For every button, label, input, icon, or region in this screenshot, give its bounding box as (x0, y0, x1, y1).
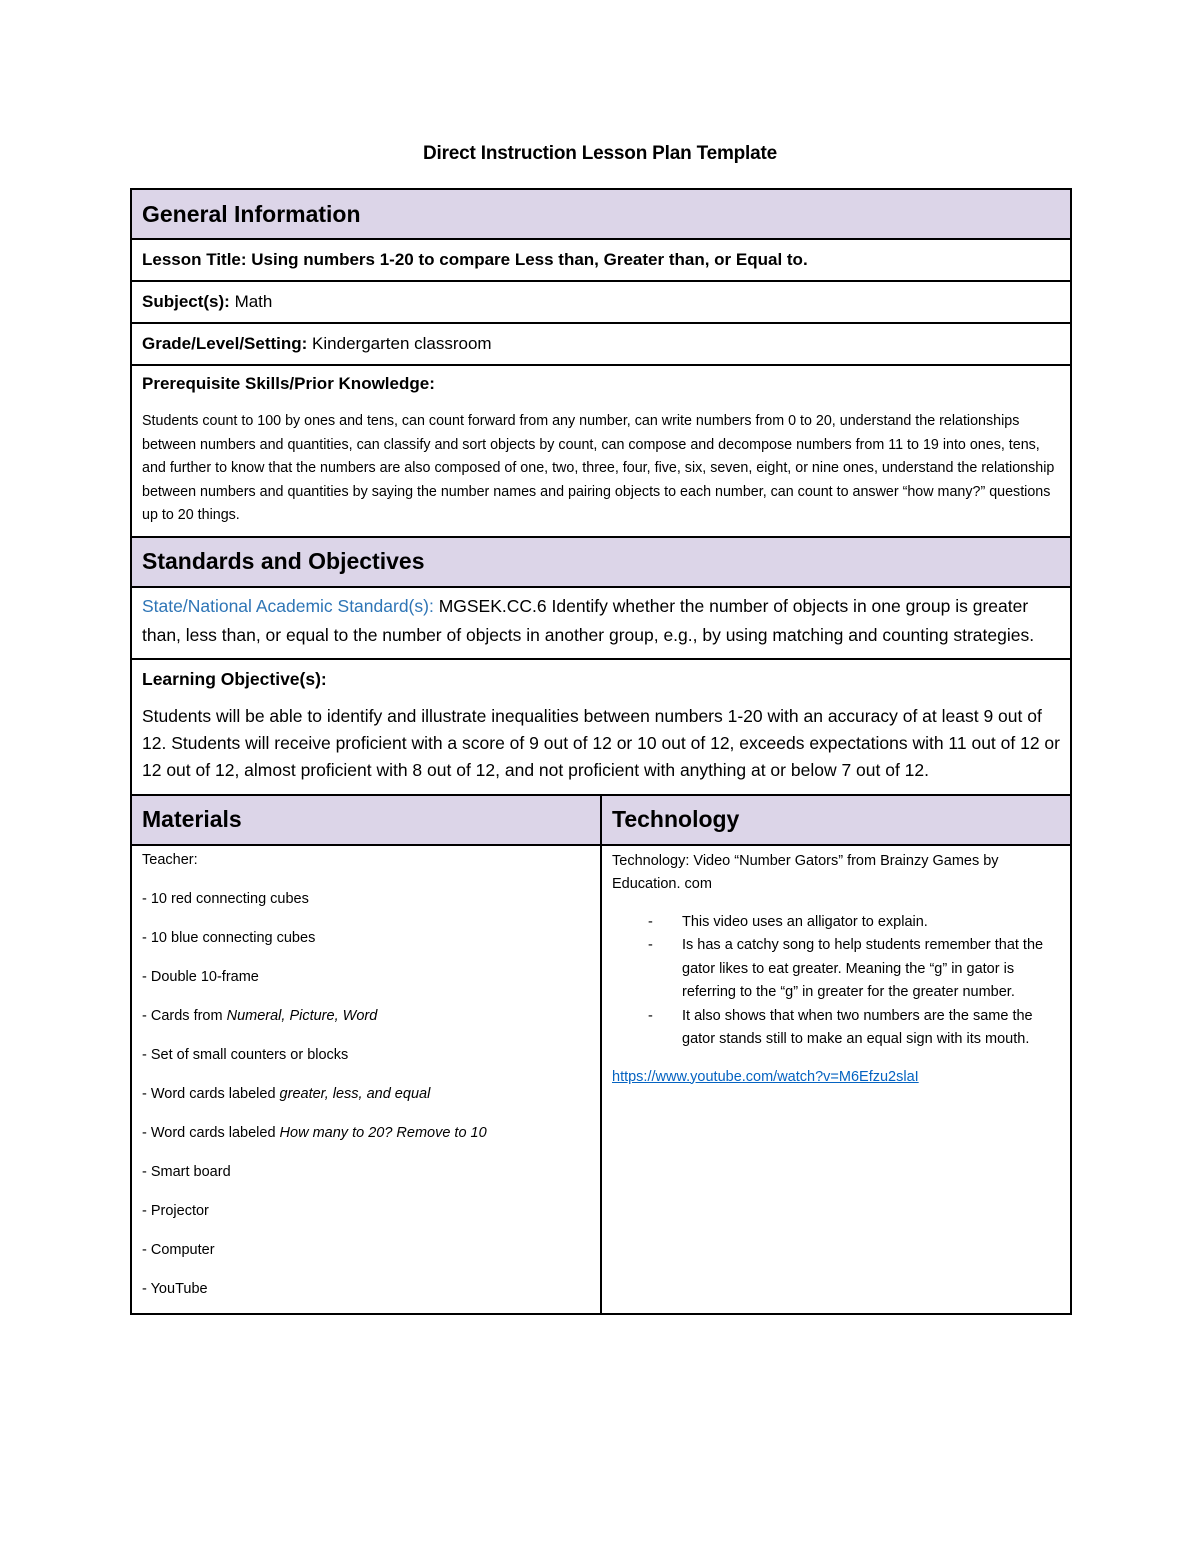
prereq-text: Students count to 100 by ones and tens, can count forward from any number, can write numbers from 0 to 20, understand the relationships between numbers and quantities, can classify and sort objects by count, can compose and decompose numbers from 11 to 19 into ones, tens, and further to know that the numbers are also composed of one, two, three, four, five, six, seven, eight, or nine ones, understand the relationship between numbers and quantities by saying the number names and pairing objects to each number, can count to answer “how many?” questions up to 20 things. (142, 413, 1055, 523)
list-item (142, 1006, 590, 1026)
list-item: - Projector (142, 1202, 209, 1219)
document-title: Direct Instruction Lesson Plan Template (423, 143, 777, 164)
list-item-text: - Word cards labeled (142, 1124, 280, 1141)
bullet-text: It also shows that when two numbers are the same the gator stands still to make an equal sign with its mouth. (682, 1007, 1033, 1047)
objective-label: Learning Objective(s): (142, 668, 327, 689)
materials-intro: Teacher: (142, 851, 198, 868)
dash-bullet: - (648, 937, 653, 953)
standard-row (131, 587, 1071, 659)
subject-label: Subject(s): (142, 292, 230, 311)
bullet-text: Is has a catchy song to help students remember that the gator likes to eat greater. Meaning the “g” in gator is referring to the “g” in greater for the greater number. (682, 937, 1044, 1000)
objective-text: Students will be able to identify and illustrate inequalities between numbers 1-20 with an accuracy of at least 9 out of 12. Students will receive proficient with a score of 9 out of 12 or 10 out of 12, exceeds expectations with 11 out of 12 or 12 out of 12, almost proficient with 8 out of 12, and not proficient with anything at or below 7 out of 12. (142, 705, 1060, 780)
list-item-emphasis: How many to 20? Remove to 10 (279, 1124, 487, 1141)
technology-list (612, 911, 1060, 1052)
technology-intro: Technology: Video “Number Gators” from Brainzy Games by Education. com (612, 852, 999, 892)
list-item (612, 934, 1060, 1005)
lesson-title-row (131, 239, 1071, 281)
list-item: - 10 red connecting cubes (142, 890, 309, 907)
list-item: - Computer (142, 1241, 215, 1258)
materials-heading: Materials (131, 795, 601, 845)
list-item (612, 911, 1060, 935)
subject-cell (131, 281, 1071, 323)
general-info-heading: General Information (131, 189, 1071, 239)
list-item-emphasis: greater, less, and equal (279, 1085, 431, 1102)
objective-cell (131, 659, 1071, 795)
bullet-text: This video uses an alligator to explain. (682, 913, 928, 930)
lesson-title: Lesson Title: Using numbers 1-20 to compare Less than, Greater than, or Equal to. (131, 239, 1071, 281)
list-item (142, 1123, 590, 1143)
grade-label: Grade/Level/Setting: (142, 334, 308, 353)
prereq-row (131, 365, 1071, 537)
subject-row (131, 281, 1071, 323)
list-item (612, 1005, 1060, 1052)
subject-value: Math (229, 292, 273, 311)
standard-cell (131, 587, 1071, 659)
objective-row (131, 659, 1071, 795)
materials-list (142, 889, 590, 1299)
list-item (142, 1084, 590, 1104)
lesson-plan-table (130, 188, 1072, 1315)
dash-bullet: - (648, 1007, 653, 1024)
list-item-text: - Cards from (142, 1007, 227, 1024)
technology-cell (601, 845, 1071, 1314)
technology-heading: Technology (601, 795, 1071, 845)
list-item: - Set of small counters or blocks (142, 1046, 349, 1063)
materials-technology-header-row (131, 795, 1071, 845)
list-item-emphasis: Numeral, Picture, Word (226, 1007, 378, 1024)
materials-technology-row (131, 845, 1071, 1314)
standards-heading: Standards and Objectives (131, 537, 1071, 587)
list-item: - Smart board (142, 1163, 231, 1180)
materials-cell (131, 845, 601, 1314)
grade-value: Kindergarten classroom (307, 334, 492, 353)
standard-label: State/National Academic Standard(s): (142, 595, 434, 616)
standards-header-row (131, 537, 1071, 587)
list-item-text: - Word cards labeled (142, 1085, 280, 1102)
general-info-header-row (131, 189, 1071, 239)
standard-text: MGSEK.CC.6 Identify whether the number of objects in one group is greater than, less than, or equal to the number of objects in another group, e.g., by using matching and counting strategies. (142, 595, 1035, 645)
youtube-video-link[interactable]: https://www.youtube.com/watch?v=M6Efzu2slaI (612, 1068, 919, 1085)
prereq-cell (131, 365, 1071, 537)
prereq-label: Prerequisite Skills/Prior Knowledge: (142, 374, 435, 393)
list-item: - 10 blue connecting cubes (142, 929, 316, 946)
list-item: - YouTube (142, 1280, 208, 1297)
grade-cell (131, 323, 1071, 365)
dash-bullet: - (648, 913, 653, 930)
grade-row (131, 323, 1071, 365)
list-item: - Double 10-frame (142, 968, 259, 985)
